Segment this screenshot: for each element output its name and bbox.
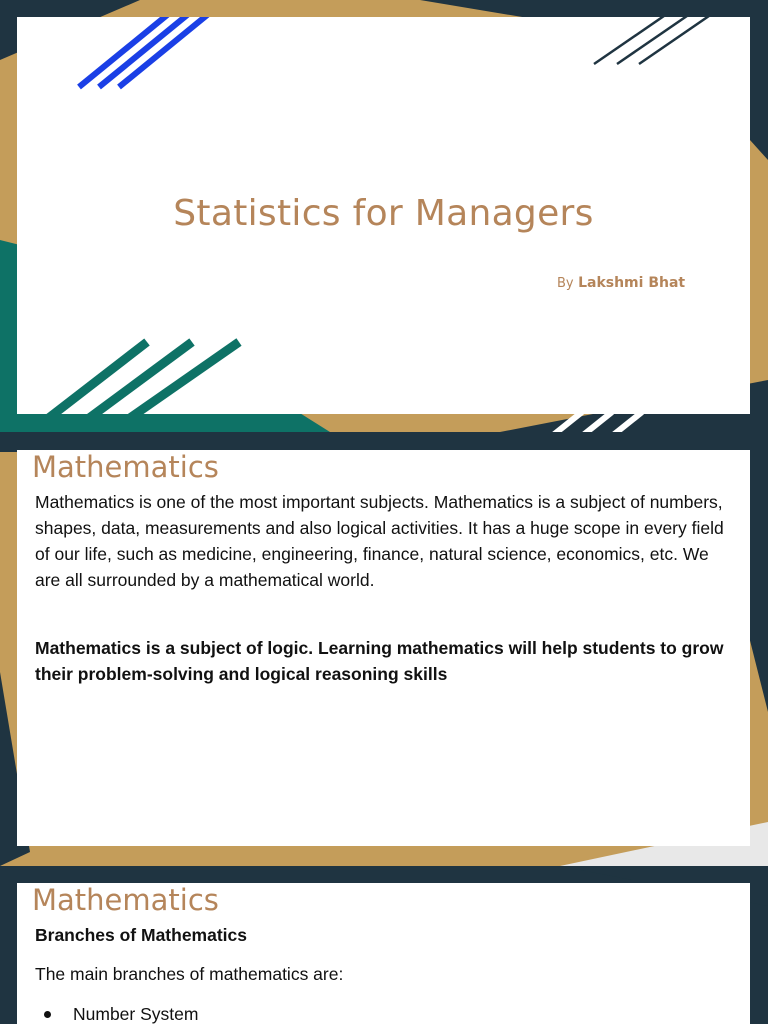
slide-heading-3: Mathematics — [32, 883, 219, 917]
slide-1 — [0, 0, 768, 432]
list-item-text: Number System — [73, 1004, 199, 1024]
content-card — [17, 450, 750, 846]
byline-prefix: By — [557, 276, 574, 291]
bold-paragraph: Mathematics is a subject of logic. Learning mathematics will help students to grow their problem-solving and logical reasoning skills — [35, 638, 724, 684]
content-card-3 — [17, 883, 750, 1024]
list-item — [35, 1001, 198, 1024]
branch-list — [35, 1001, 198, 1024]
white-stripes — [0, 0, 768, 432]
bullet-icon — [44, 1011, 51, 1018]
subheading: Branches of Mathematics — [35, 925, 248, 945]
slide-3 — [0, 866, 768, 1024]
slide-2 — [0, 432, 768, 866]
intro-text: The main branches of mathematics are: — [35, 964, 344, 984]
body-paragraph: Mathematics is one of the most important subjects. Mathematics is a subject of numbers, shapes, data, measurements and also logical activities. It has a huge scope in every field of our life, such as medicine, engineering, finance, natural science, economics, etc. We are all surrounded by a mathematical world. — [35, 492, 724, 590]
author-name: Lakshmi Bhat — [578, 275, 686, 291]
presentation-title: Statistics for Managers — [173, 193, 594, 234]
slide-heading: Mathematics — [32, 450, 219, 484]
